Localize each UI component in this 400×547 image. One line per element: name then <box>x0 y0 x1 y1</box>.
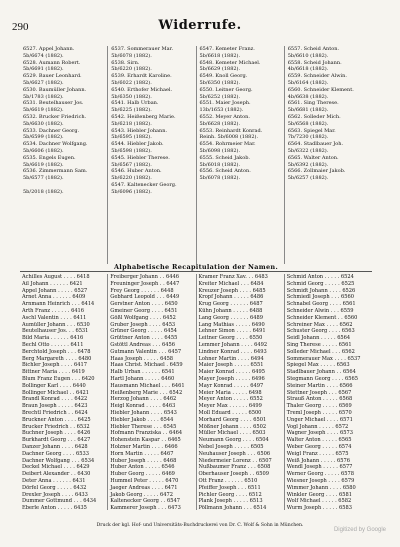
revocation-line: 6544. Hiebler Jakob. <box>111 141 164 148</box>
index-entry: Hofmann Franziska . . 6464 <box>110 430 183 437</box>
revocation-line: 5b/6595 (1882). <box>111 134 152 141</box>
revocation-line: 6530. Baumüller Johann. <box>23 86 87 93</box>
index-entry: Gebhard Leopold . . . 6449 <box>110 294 180 301</box>
index-entry: Seidl Johann . . . . . 6564 <box>286 335 351 342</box>
index-entry: Burkhardt Georg . . . 6427 <box>22 437 91 444</box>
revocation-line: 5b/6078 (1882). <box>111 52 152 59</box>
index-entry: Pichler Georg . . . . 6512 <box>198 491 262 498</box>
revocation-line: Reinh. 5b/6008 (1882). <box>199 134 259 141</box>
index-entry: Stettner Joseph . . . 6567 <box>286 389 352 396</box>
index-entry: Gößl Wolfgang . . . . 6452 <box>110 314 176 321</box>
index-entry: Sommerauer Max . . . . 6537 <box>286 355 361 362</box>
index-entry: Lang Mathias . . . . . 6490 <box>198 321 265 328</box>
name-index-column <box>284 274 372 510</box>
index-entry: Freuninger Joseph . . 6447 <box>110 280 180 287</box>
index-entry: Neumann Georg . . . . 6504 <box>198 437 269 444</box>
revocation-line: 5b/6630 (1882). <box>23 120 64 127</box>
index-entry: Nebel Joseph . . . . . 6505 <box>198 443 264 450</box>
index-entry: Lang Georg . . . . . . 6489 <box>198 314 263 321</box>
index-entry: Brucker Friedrich . . 6532 <box>22 423 90 430</box>
index-entry: Stegmann Georg . . . . 6565 <box>286 375 358 382</box>
index-entry: Arnet Anna . . . . . . 6409 <box>22 294 86 301</box>
revocation-line: 6556. Scheid Anton. <box>199 168 251 175</box>
revocation-line: 6537. Sommerauer Mar. <box>111 46 174 52</box>
index-entry: Haas Christ. Michael . 6459 <box>110 362 183 369</box>
revocation-line: 5b/6610 (1882). <box>287 52 329 59</box>
revocation-line: 5b/6619 (1882). <box>23 107 64 114</box>
revocation-line: 5b/6599 (1882). <box>23 134 64 141</box>
index-entry: Wurm Joseph . . . . . 6583 <box>286 505 352 510</box>
revocations-column <box>107 46 195 264</box>
revocation-line: 6560. Schneider Klement. <box>287 86 354 93</box>
index-entry: Dörfel Georg . . . . . 6432 <box>22 484 87 491</box>
index-entry: Werner Georg . . . . . 6578 <box>286 471 354 478</box>
revocation-line: 6551. Maier Joseph. <box>199 100 251 107</box>
index-entry: Danzer Johann . . . . 6428 <box>22 443 88 450</box>
index-entry: Beutelhauser Jos. . . 6531 <box>22 328 89 335</box>
index-entry: Meyer Anton . . . . . 6552 <box>198 396 263 403</box>
index-entry: Deter Anna . . . . . . 6431 <box>22 477 86 484</box>
index-entry: Oberhauser Joseph . . 6509 <box>198 471 270 478</box>
revocation-line: 6527. Appel Johann. <box>23 46 75 52</box>
index-entry: Aschl Valentin . . . . 6411 <box>22 314 87 321</box>
index-entry: Schuster Georg . . . . 6563 <box>286 328 355 335</box>
index-entry: Schmidt Johann . . . . 6526 <box>286 287 356 294</box>
index-entry: Müller Michael . . . . 6503 <box>198 430 266 437</box>
index-entry: Weigl Franz . . . . . 6575 <box>286 450 349 457</box>
revocation-line: 5b/1783 (1882). <box>23 93 64 100</box>
index-entry: Arnmann Heinrich . . . 6414 <box>22 301 95 308</box>
index-entry: Meyer Max . . . . . . 6499 <box>198 403 262 410</box>
revocation-line: 5b/2018 (1882). <box>23 188 64 195</box>
revocation-line: 5b/6618 (1882). <box>199 52 241 59</box>
index-entry: Nußbaumer Franz . . . 6508 <box>198 464 271 471</box>
revocation-line: 5b/6220 (1882). <box>111 175 152 182</box>
index-entry: Horn Martin . . . . . 6467 <box>110 450 174 457</box>
name-index <box>20 274 372 510</box>
index-entry: Unger Michael . . . . 6571 <box>286 416 353 423</box>
revocation-line: 5b/6619 (1882). <box>23 161 64 168</box>
revocation-line: 6528. Aumann Robert. <box>23 59 81 66</box>
index-entry: Kaltenecker Georg . . 6547 <box>110 498 180 505</box>
index-entry: Herzog Johann . . . . 6462 <box>110 396 177 403</box>
index-entry: Huber Joseph . . . . . 6468 <box>110 457 177 464</box>
index-entry: Maier Konrad . . . . . 6495 <box>198 369 265 376</box>
revocation-line: 6549. Knoll Georg. <box>199 73 248 80</box>
index-entry: Kropf Johann . . . . . 6486 <box>198 294 264 301</box>
index-entry: Haas Joseph . . . . . 6458 <box>110 355 174 362</box>
name-index-column <box>20 274 107 510</box>
index-entry: Aumüller Johann . . . 6530 <box>22 321 90 328</box>
revocation-line: 7b/7230 (1882). <box>287 134 329 141</box>
section-title: Alphabetische Recapitulation der Namen. <box>113 263 279 271</box>
index-entry: Thaler Georg . . . . . 6569 <box>286 403 352 410</box>
index-entry: Meier Maria . . . . . 6498 <box>198 389 262 396</box>
index-entry: Freiberger Johann . . 6446 <box>110 274 179 280</box>
index-entry: Grüttner Anton . . . . 6455 <box>110 335 178 342</box>
revocation-line: 6542. Heißenberg Marie. <box>111 113 176 120</box>
revocation-line: 4b/6618 (1882). <box>287 66 329 73</box>
index-entry: Wiesner Joseph . . . . 6579 <box>286 477 355 484</box>
index-entry: Bollinger Michael . . 6421 <box>22 389 90 396</box>
revocation-line: 6558. Scheid Johann. <box>287 59 342 66</box>
index-entry: Bechl Otto . . . . . . 6411 <box>22 341 84 348</box>
index-entry: Hartl Johann . . . . . 6460 <box>110 375 175 382</box>
revocation-line: 5b/6098 (1882). <box>199 147 241 154</box>
index-entry: Lehner Simon . . . . . 6491 <box>198 328 266 335</box>
revocation-line: 5b/6257 (1882). <box>287 175 329 182</box>
index-entry: Mayr Konrad . . . . . 6497 <box>198 382 264 389</box>
index-entry: Grüner Georg . . . . . 6454 <box>110 328 178 335</box>
revocation-line: 6559. Schneider Alwin. <box>287 73 347 80</box>
index-entry: Maier Joseph . . . . . 6551 <box>198 362 264 369</box>
index-entry: Leitner Georg . . . . 6550 <box>198 335 263 342</box>
revocation-line: 6540. Erthofer Michael. <box>111 86 173 93</box>
index-entry: Mößner Johann . . . . 6502 <box>198 423 267 430</box>
index-entry: Wagner Joseph . . . . 6573 <box>286 430 354 437</box>
revocation-line: 6535. Engels Eugen. <box>23 154 76 161</box>
revocation-line: 5b/6674 (1882). <box>23 52 64 59</box>
revocation-line: 5b/6350 (1882). <box>199 79 241 86</box>
index-entry: Weber Georg . . . . . 6574 <box>286 443 352 450</box>
index-entry: Bittner Maria . . . . 6419 <box>22 369 85 376</box>
revocation-line: 6534. Dachner Wolfgang. <box>23 141 88 148</box>
revocation-line: 5b/6220 (1882). <box>111 66 152 73</box>
revocation-line: 6538. Sirn. <box>111 59 140 66</box>
revocation-line: 6566. Zollmaier Jakob. <box>287 168 346 175</box>
index-entry: Kramer Franz Xav. . . 6483 <box>198 274 268 280</box>
index-entry: Morhard Georg . . . . 6501 <box>198 416 267 423</box>
index-entry: Niedermeier Lorenz . . 6507 <box>198 457 272 464</box>
index-entry: Schneider Alwin . . . 6559 <box>286 307 354 314</box>
index-entry: Schmiedl Joseph . . . 6560 <box>286 294 354 301</box>
index-entry: Kreiter Michael . . . 6484 <box>198 280 264 287</box>
revocation-line: 6543. Hiebler Johann. <box>111 127 168 134</box>
index-entry: Krug Georg . . . . . . 6487 <box>198 301 263 308</box>
page-title: Widerrufe. <box>158 18 242 33</box>
revocation-line: 5b/6392 (1882). <box>287 161 329 168</box>
section-divider <box>20 271 372 272</box>
index-entry: Stadlbauer Johann . . 6564 <box>286 369 356 376</box>
index-entry: Holzner Martin . . . . 6466 <box>110 443 178 450</box>
revocation-line: 6552. Meyer Anton. <box>199 113 250 120</box>
revocation-line: 5b/6691 (1882). <box>23 66 64 73</box>
revocation-line: 6553. Reinhardt Konrad. <box>199 127 263 134</box>
index-entry: Treml Joseph . . . . . 6570 <box>286 409 352 416</box>
revocation-line: 6555. Scheid Jakob. <box>199 154 251 161</box>
index-entry: Braun Joseph . . . . . 6423 <box>22 403 88 410</box>
index-entry: Appel Johann . . . . . 6527 <box>22 287 88 294</box>
index-entry: Schreiner Max . . . . 6562 <box>286 321 353 328</box>
revocation-line: 6565. Walter Anton. <box>287 154 339 161</box>
index-entry: Weiß Johann . . . . . 6576 <box>286 457 350 464</box>
index-entry: Vogl Johann . . . . . 6572 <box>286 423 349 430</box>
index-entry: Achilles August . . . . 6418 <box>22 274 90 280</box>
revocation-line: 5b/6164 (1882). <box>287 79 329 86</box>
revocation-line: 6554. Rohrmeier Mar. <box>199 141 256 148</box>
index-entry: Brandl Konrad . . . . 6422 <box>22 396 88 403</box>
revocation-line: 5b/6252 (1882). <box>199 93 241 100</box>
index-entry: Sing Therese . . . . . 6561 <box>286 341 352 348</box>
index-entry: Bruckner Anton . . . . 6425 <box>22 416 91 423</box>
index-entry: Hummel Peter . . . . . 6470 <box>110 477 179 484</box>
revocation-line <box>23 182 104 189</box>
revocation-line: 5b/6567 (1882). <box>111 161 152 168</box>
index-entry: Brechtl Friedrich . . 6424 <box>22 409 88 416</box>
index-entry: Kammerer Joseph . . . 6473 <box>110 505 181 510</box>
index-entry: Lemmer Johann . . . . 6492 <box>198 341 268 348</box>
index-entry: Kühn Johann . . . . . 6488 <box>198 307 263 314</box>
index-entry: Wolf Michael . . . . . 6582 <box>286 498 352 505</box>
index-entry: Gutmann Valentin . . . 6457 <box>110 348 182 355</box>
index-entry: Mayer Joseph . . . . . 6496 <box>198 375 265 382</box>
printer-footer: Druck der kgl. Hof- und Universitäts-Buchdruckerei von Dr. C. Wolf & Sohn in München. <box>96 523 304 528</box>
index-entry: Strauß Anton . . . . . 6568 <box>286 396 353 403</box>
revocation-line: 6547. Kaltenecker Georg. <box>111 181 177 188</box>
index-entry: Bild Maria . . . . . . 6416 <box>22 335 84 342</box>
revocation-line: 5b/6096 (1882). <box>111 188 152 195</box>
index-entry: Spiegel Max . . . . . 6563 <box>286 362 350 369</box>
index-entry: Berchtold Joseph . . . 6478 <box>22 348 91 355</box>
revocation-line: 6561. Sing Therese. <box>287 100 339 107</box>
revocation-line: 5b/6018 (1882). <box>199 161 241 168</box>
revocation-line: 6546. Huber Anton. <box>111 168 162 175</box>
revocations-column <box>196 46 284 264</box>
index-entry: Lindner Konrad . . . . 6493 <box>198 348 267 355</box>
name-index-column <box>196 274 284 510</box>
index-entry: Hausmann Michael . . . 6461 <box>110 382 185 389</box>
index-entry: Jakob Georg . . . . . 6472 <box>110 491 173 498</box>
revocation-line: 6548. Kemeter Michael. <box>199 59 261 66</box>
index-entry: Gmeiner Georg . . . . 6451 <box>110 307 178 314</box>
index-entry: Eberle Anton . . . . . 6435 <box>22 505 87 510</box>
index-entry: Jaeger Andreas . . . . 6471 <box>110 484 178 491</box>
revocation-line: 6563. Spiegel Mar. <box>287 127 336 134</box>
index-entry: Schnabel Georg . . . . 6561 <box>286 301 356 308</box>
index-entry: Bollinger Karl . . . . 6440 <box>22 382 86 389</box>
revocation-line: 5b/6350 (1882). <box>111 93 152 100</box>
index-entry: Hiebler Jakob . . . . 6544 <box>110 416 174 423</box>
revocation-line: 5b/6078 (1882). <box>199 175 241 182</box>
index-entry: Gerstner Anton . . . . 6450 <box>110 301 178 308</box>
index-entry: Bichler Joseph . . . . 6417 <box>22 362 88 369</box>
index-entry: Hiebler Johann . . . . 6543 <box>110 409 177 416</box>
revocation-line: 6562. Solleder Mich. <box>287 113 341 120</box>
name-index-column <box>107 274 195 510</box>
page-number: 290 <box>12 21 29 33</box>
revocations-column <box>284 46 372 264</box>
revocation-line: 6532. Brucker Friedrich. <box>23 113 87 120</box>
index-entry: Blum Franz Eugen . . . 6420 <box>22 375 95 382</box>
index-entry: Berg Margareth . . . . 6480 <box>22 355 92 362</box>
index-entry: Dachner Wolfgang . . . 6534 <box>22 457 95 464</box>
revocation-line: 6564. Stadlbauer Joh. <box>287 141 344 148</box>
index-entry: Hohenstein Kaspar . . 6465 <box>110 437 181 444</box>
revocation-line: 6533. Dachner Georg. <box>23 127 80 134</box>
index-entry: Ail Johann . . . . . . 6421 <box>22 280 83 287</box>
revocation-line: 5b/6322 (1882). <box>287 147 329 154</box>
revocation-line: 6531. Beutelhauser Jos. <box>23 100 84 107</box>
index-entry: Gstöttl Andreas . . . 6456 <box>110 341 176 348</box>
index-entry: Schneider Klement . . 6560 <box>286 314 358 321</box>
google-watermark: Digitized by Google <box>333 527 386 533</box>
index-entry: Winkler Georg . . . . 6581 <box>286 491 352 498</box>
revocation-line: 6539. Erhardt Karoline. <box>111 73 172 80</box>
index-entry: Drexler Joseph . . . . 6433 <box>22 491 88 498</box>
index-entry: Dachner Georg . . . . 6533 <box>22 450 89 457</box>
index-entry: Solleder Michael . . . 6562 <box>286 348 355 355</box>
index-entry: Deckel Michael . . . . 6429 <box>22 464 90 471</box>
revocation-line: 5b/6628 (1882). <box>199 120 241 127</box>
index-entry: Wimmer Johann . . . . 6580 <box>286 484 356 491</box>
index-entry: Wendl Joseph . . . . . 6577 <box>286 464 353 471</box>
index-entry: Frey Georg . . . . . . 6448 <box>110 287 174 294</box>
index-entry: Steiner Martin . . . . 6566 <box>286 382 353 389</box>
index-entry: Plank Joseph . . . . . 6513 <box>198 498 263 505</box>
revocation-line: 5b/6598 (1882). <box>111 147 152 154</box>
index-entry: Neuhauser Joseph . . . 6506 <box>198 450 271 457</box>
index-entry: Walter Anton . . . . . 6565 <box>286 437 352 444</box>
index-entry: Schmid Georg . . . . . 6525 <box>286 280 355 287</box>
index-entry: Lohner Martin . . . . 6494 <box>198 355 264 362</box>
revocation-line: 6557. Scheid Anton. <box>287 46 340 52</box>
index-entry: Heißenberg Marie . . . 6542 <box>110 389 183 396</box>
revocations-column <box>20 46 107 264</box>
revocation-line: 6547. Kemeter Franz. <box>199 46 255 52</box>
revocation-line: 6550. Leitner Georg. <box>199 86 253 93</box>
revocation-line: 6545. Hiebler Therese. <box>111 154 170 161</box>
index-entry: Gruber Joseph . . . . 6453 <box>110 321 176 328</box>
revocation-line: 6536. Zimmermann Sam. <box>23 168 88 175</box>
revocation-line: 5b/6568 (1882). <box>287 120 329 127</box>
index-entry: Deibert Alexander . . 6430 <box>22 471 91 478</box>
revocation-line: 6529. Bauer Leonhard. <box>23 73 82 80</box>
index-entry: Moll Eduard . . . . . 6500 <box>198 409 262 416</box>
revocation-line: 4b/6638 (1882). <box>287 93 329 100</box>
index-entry: Pfeiffer Joseph . . . 6511 <box>198 484 261 491</box>
index-entry: Schmid Anton . . . . . 6524 <box>286 274 354 280</box>
revocation-line: 5b/6681 (1882). <box>287 107 329 114</box>
index-entry: Kreuzer Joseph . . . . 6485 <box>198 287 266 294</box>
revocation-line: 5b/6629 (1882). <box>199 66 241 73</box>
revocation-line: 6541. Halb Urban. <box>111 100 159 107</box>
revocation-line: 5b/6022 (1882). <box>111 79 152 86</box>
index-entry: Pöllmann Johann . . . 6514 <box>198 505 267 510</box>
revocation-line: 13b/1653 (1882). <box>199 107 244 114</box>
index-entry: Hiebler Therese . . . 6545 <box>110 423 177 430</box>
revocation-line: 5b/6577 (1882). <box>23 175 64 182</box>
revocation-line: 5b/6218 (1882). <box>111 120 152 127</box>
revocation-line: 5b/6606 (1882). <box>23 147 64 154</box>
index-entry: Dummer Gottmund . . . 6434 <box>22 498 97 505</box>
revocation-line: 5b/6627 (1882). <box>23 79 64 86</box>
index-entry: Ott Franz . . . . . . 6510 <box>198 477 258 484</box>
index-entry: Huber Anton . . . . . 6546 <box>110 464 175 471</box>
revocations-list <box>20 46 372 264</box>
index-entry: Buchner Joseph . . . . 6426 <box>22 430 91 437</box>
index-entry: Arth Franz . . . . . . 6416 <box>22 307 85 314</box>
index-entry: Halb Urban . . . . . . 6541 <box>110 369 175 376</box>
revocation-line: 5b/6225 (1882). <box>111 107 152 114</box>
index-entry: Huber Georg . . . . . 6469 <box>110 471 175 478</box>
index-entry: Heigl Konrad . . . . . 6463 <box>110 403 176 410</box>
